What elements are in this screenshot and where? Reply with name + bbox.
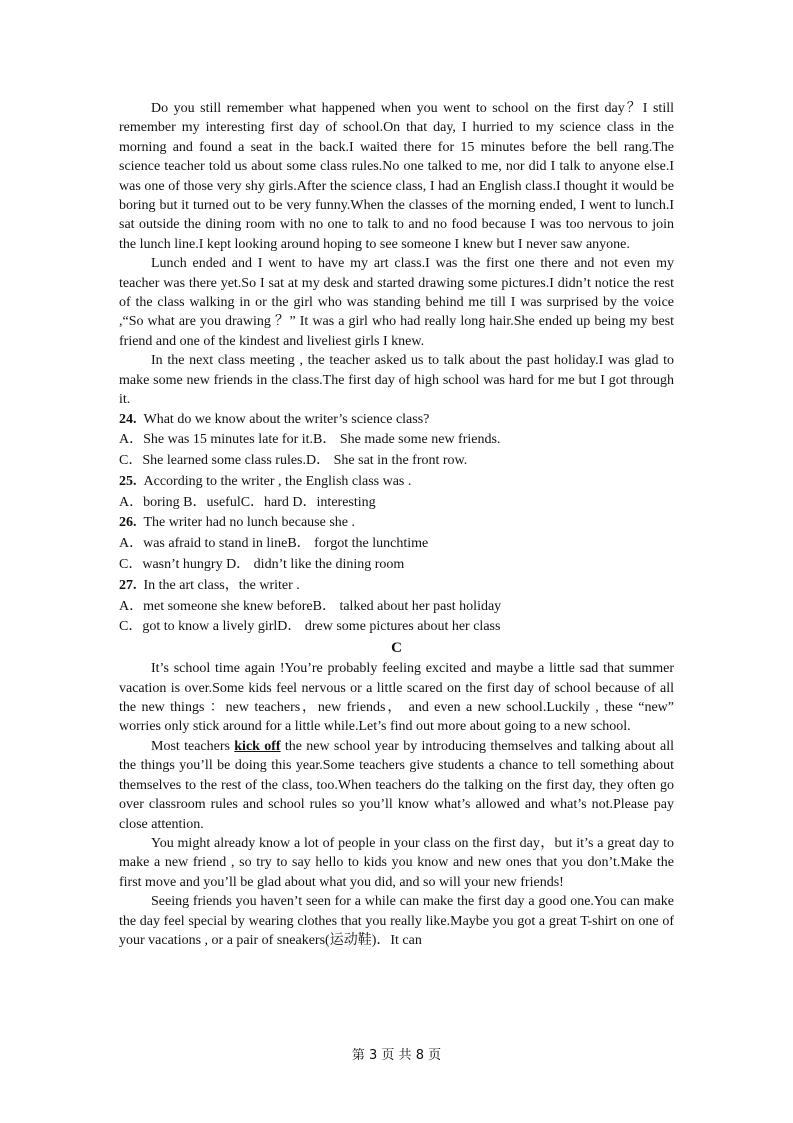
option-line: C．wasn’t hungry D． didn’t like the dining room	[119, 557, 405, 573]
passage-paragraph: It’s school time again !You’re probably feeling excited and maybe a little sad that summer vacation is over.Some kids feel nervous or a little scared on the first day of school because of all the new things ：new teachers，new friends， and even a new school.Luckily , these “new” worries only stick around for a little while.Let’s find out more about going to a new school.	[119, 661, 674, 735]
option-line: A．She was 15 minutes late for it.B． She made some new friends.	[119, 432, 501, 448]
option-line: C．got to know a lively girlD． drew some pictures about her class	[119, 619, 501, 635]
question-number: 26.	[119, 515, 137, 531]
question-stem: In the art class，the writer .	[143, 577, 300, 593]
passage-paragraph: Do you still remember what happened when you went to school on the first day？I still remember my interesting first day of school.On that day, I hurried to my science class in the morning and found a seat in the back.I waited there for 15 minutes before the bell rang.The science teacher told us about some class rules.No one talked to me, nor did I talk to anyone else.I was one of those very shy girls.After the science class, I had an English class.I thought it would be boring but it turned out to be very funny.When the classes of the morning ended, I went to lunch.I sat outside the dining room with no one to talk to and no food because I was too nervous to join the lunch line.I kept looking around hoping to see someone I knew but I never saw anyone.	[119, 101, 674, 252]
question-number: 24.	[119, 411, 137, 427]
option-line: A．was afraid to stand in lineB． forgot the lunchtime	[119, 536, 429, 552]
option-line: C．She learned some class rules.D． She sat in the front row.	[119, 453, 468, 469]
highlighted-phrase: kick off	[234, 738, 281, 754]
question-27	[119, 576, 674, 638]
question-24	[119, 410, 674, 472]
document-page	[119, 99, 674, 950]
option-line: A．boring B．usefulC．hard D．interesting	[119, 494, 376, 510]
question-stem: According to the writer , the English class was .	[143, 473, 412, 489]
passage-paragraph: Seeing friends you haven’t seen for a while can make the first day a good one.You can make the day feel special by wearing clothes that you really like.Maybe you got a great T-shirt on one of your vacations , or a pair of sneakers(运动鞋)．It can	[119, 894, 674, 948]
passage-paragraph: Most teachers kick off the new school year by introducing themselves and talking about all the things you’ll be doing this year.Some teachers give students a chance to tell something about themselves to the rest of the class, too.When teachers do the talking on the first day, they often go over classroom rules and school rules so you’ll know what’s allowed and what’s not.Please pay close attention.	[119, 738, 674, 832]
question-25	[119, 472, 674, 514]
question-number: 27.	[119, 577, 137, 593]
question-stem: What do we know about the writer’s science class?	[143, 411, 430, 427]
option-line: A．met someone she knew beforeB． talked about her past holiday	[119, 598, 502, 614]
question-26	[119, 513, 674, 575]
passage-paragraph: You might already know a lot of people in your class on the first day，but it’s a great day to make a new friend , so try to say hello to kids you know and new ones that you don’t.Make the first move and you’ll be glad about what you did, and so will your new friends!	[119, 835, 674, 890]
passage-paragraph: In the next class meeting , the teacher asked us to talk about the past holiday.I was glad to make some new friends in the class.The first day of high school was hard for me but I got through it.	[119, 353, 674, 408]
section-title: C	[391, 640, 402, 657]
passage-paragraph: Lunch ended and I went to have my art class.I was the first one there and not even my teacher was there yet.So I sat at my desk and started drawing some pictures.I didn’t notice the rest of the class walking in or the girl who was standing behind me till I was surprised by the voice ,“So what are you drawing ？” It was a girl who had really long hair.She ended up being my best friend and one of the kindest and liveliest girls I knew.	[119, 256, 674, 349]
page-footer: 第 3 页 共 8 页	[351, 1048, 442, 1063]
question-number: 25.	[119, 473, 137, 489]
question-stem: The writer had no lunch because she .	[143, 515, 355, 531]
